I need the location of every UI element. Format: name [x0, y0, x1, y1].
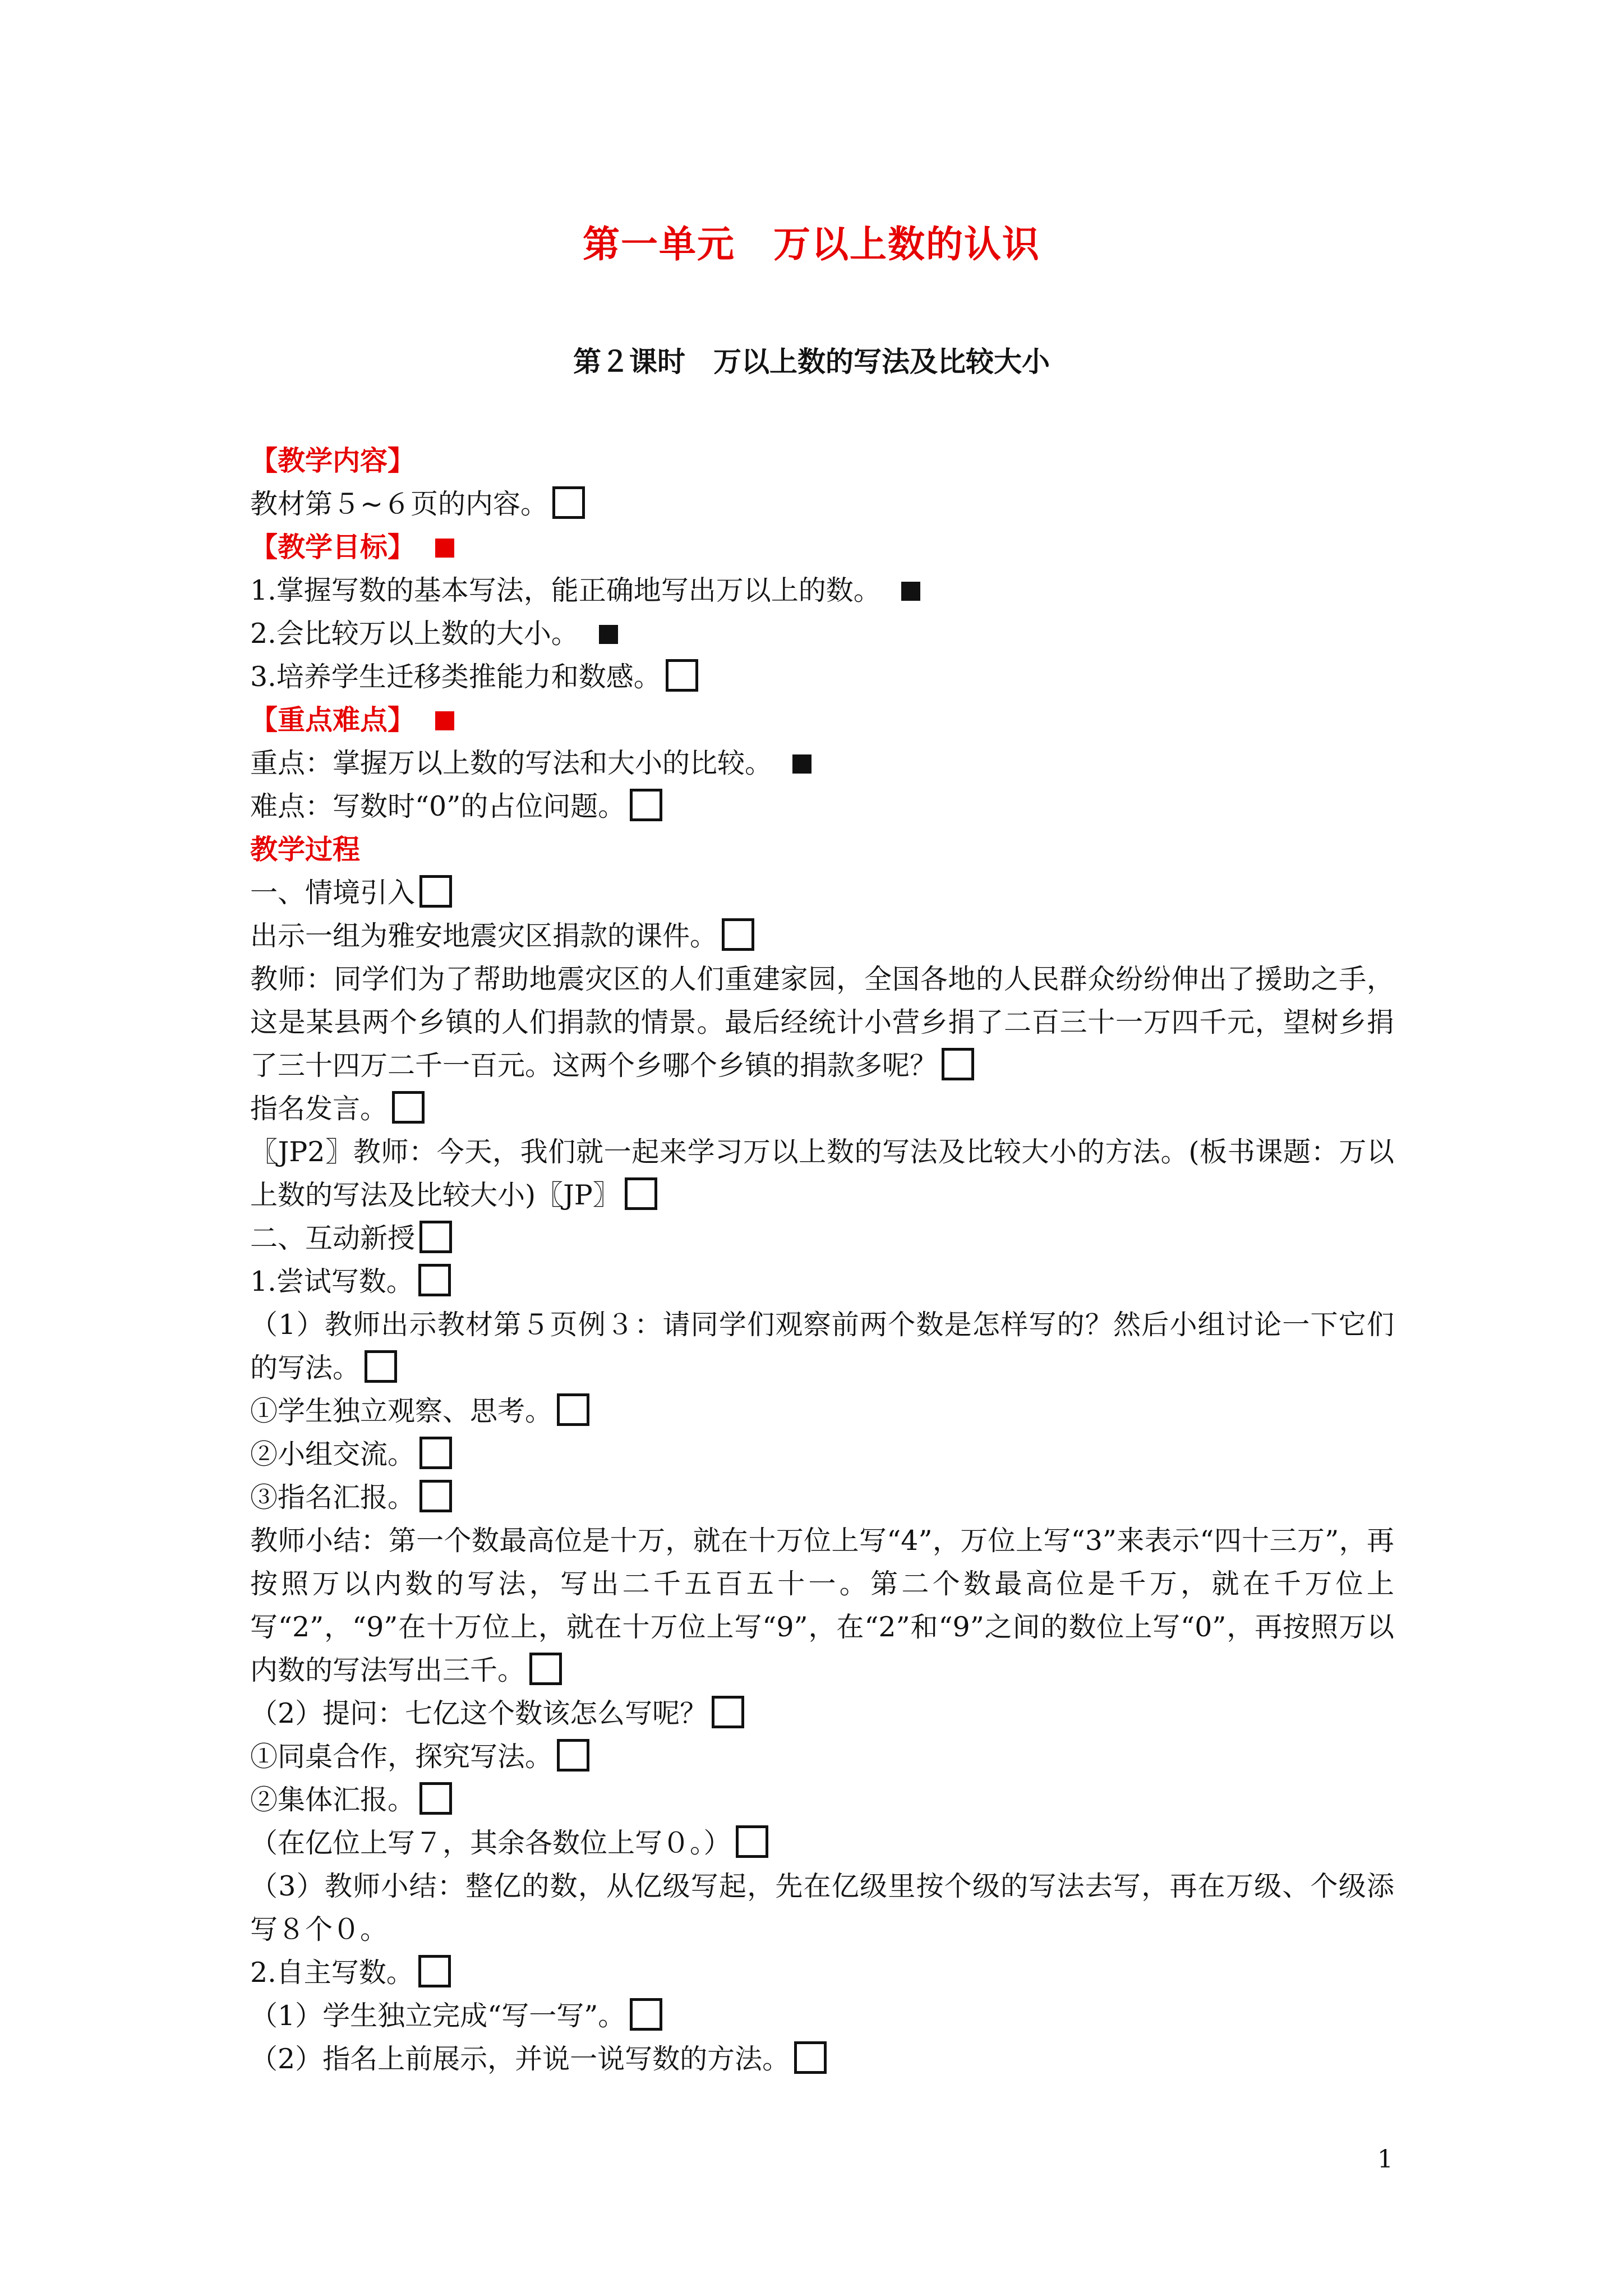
filled-square-icon: [792, 754, 811, 774]
text-line-content: 难点：写数时“0”的占位问题。: [250, 790, 626, 822]
text-line: [250, 1087, 1394, 1130]
text-line: [250, 1389, 1394, 1433]
text-line: [250, 439, 1394, 482]
text-line-content: 教学过程: [250, 833, 361, 866]
text-line: [250, 1994, 1394, 2037]
page-number: 1: [1377, 2145, 1393, 2174]
text-line: [250, 1821, 1394, 1865]
text-line: [250, 612, 1394, 655]
empty-box-icon: [630, 1998, 662, 2031]
text-line-content: 2.自主写数。: [250, 1957, 414, 1989]
text-line-content: 指名发言。: [250, 1093, 388, 1125]
text-line: [250, 1303, 1394, 1389]
text-line: [250, 482, 1394, 526]
page-title: 第一单元 万以上数的认识: [583, 222, 1040, 266]
empty-box-icon: [419, 1480, 452, 1512]
empty-box-icon: [529, 1653, 562, 1685]
text-line-content: ②小组交流。: [250, 1438, 416, 1470]
text-line-content: 1.掌握写数的基本写法，能正确地写出万以上的数。: [250, 574, 881, 606]
text-line: [250, 785, 1394, 828]
text-line: [250, 914, 1394, 958]
text-line-content: 2.会比较万以上数的大小。: [250, 618, 579, 650]
text-line-content: （2）提问：七亿这个数该怎么写呢？: [250, 1697, 708, 1729]
text-line-content: ①学生独立观察、思考。: [250, 1395, 553, 1427]
empty-box-icon: [419, 1221, 452, 1253]
text-line: [250, 2037, 1394, 2081]
text-line-content: 出示一组为雅安地震灾区捐款的课件。: [250, 920, 718, 952]
text-line: [250, 1951, 1394, 1994]
text-line: [250, 1260, 1394, 1303]
empty-box-icon: [552, 486, 585, 519]
empty-box-icon: [942, 1048, 974, 1080]
empty-box-icon: [625, 1177, 657, 1210]
text-line: [250, 1217, 1394, 1260]
empty-box-icon: [418, 1955, 451, 1987]
text-line-content: ②集体汇报。: [250, 1784, 416, 1816]
text-line: [250, 1519, 1394, 1692]
empty-box-icon: [557, 1393, 589, 1426]
text-line: [250, 698, 1394, 742]
filled-square-icon: [435, 711, 454, 730]
text-line-content: 二、互动新授: [250, 1222, 416, 1254]
filled-square-icon: [901, 582, 920, 601]
text-line: [250, 1130, 1394, 1217]
filled-square-icon: [599, 625, 618, 644]
text-line-content: 教师小结：第一个数最高位是十万，就在十万位上写“4”，万位上写“3”来表示“四十三万”，再按照万以内数的写法，写出二千五百五十一。第二个数最高位是千万，就在千万位上写“2”，“9”在十万位上，就在十万位上写“9”，在“2”和“9”之间的数位上写“0”，再按照万以内数的写法写出三千。: [250, 1525, 1394, 1686]
text-line: [250, 569, 1394, 612]
empty-box-icon: [419, 1782, 452, 1815]
empty-box-icon: [419, 875, 452, 908]
text-line: [250, 655, 1394, 698]
empty-box-icon: [736, 1825, 768, 1858]
text-line: [250, 1778, 1394, 1821]
text-line: [250, 742, 1394, 785]
text-line-content: （3）教师小结：整亿的数，从亿级写起，先在亿级里按个级的写法去写，再在万级、个级添写８个０。: [250, 1870, 1394, 1945]
text-line: [250, 871, 1394, 914]
empty-box-icon: [712, 1696, 744, 1728]
text-line-content: ③指名汇报。: [250, 1481, 416, 1513]
empty-box-icon: [794, 2041, 827, 2074]
text-line-content: 3.培养学生迁移类推能力和数感。: [250, 661, 661, 693]
lesson-subtitle: 第２课时 万以上数的写法及比较大小: [573, 345, 1050, 378]
empty-box-icon: [419, 1437, 452, 1469]
empty-box-icon: [365, 1350, 397, 1383]
text-line-content: 〖JP2〗教师：今天，我们就一起来学习万以上数的写法及比较大小的方法。(板书课题：万以上数的写法及比较大小)〖JP〗: [250, 1136, 1394, 1211]
empty-box-icon: [557, 1739, 589, 1772]
empty-box-icon: [418, 1264, 451, 1296]
text-line: [250, 1735, 1394, 1778]
text-line-content: （1）学生独立完成“写一写”。: [250, 2000, 626, 2032]
lesson-body: [250, 439, 1394, 2081]
text-line-content: 教材第５~６页的内容。: [250, 488, 548, 520]
text-line: [250, 1476, 1394, 1519]
text-line: [250, 828, 1394, 871]
text-line-content: ①同桌合作，探究写法。: [250, 1741, 553, 1773]
empty-box-icon: [630, 789, 662, 821]
text-line-content: 【教学内容】: [250, 444, 416, 477]
text-line: [250, 1865, 1394, 1951]
text-line-content: （在亿位上写７，其余各数位上写０。）: [250, 1827, 731, 1859]
text-line-content: 【教学目标】: [250, 531, 416, 563]
text-line-content: 一、情境引入: [250, 877, 416, 909]
text-line-content: （1）教师出示教材第５页例３：请同学们观察前两个数是怎样写的？然后小组讨论一下它们的写法。: [250, 1309, 1394, 1384]
empty-box-icon: [392, 1091, 425, 1124]
text-line-content: （2）指名上前展示，并说一说写数的方法。: [250, 2043, 790, 2075]
text-line: [250, 958, 1394, 1087]
empty-box-icon: [666, 659, 698, 692]
text-line: [250, 1692, 1394, 1735]
text-line-content: 教师：同学们为了帮助地震灾区的人们重建家园，全国各地的人民群众纷纷伸出了援助之手，这是某县两个乡镇的人们捐款的情景。最后经统计小营乡捐了二百三十一万四千元，望树乡捐了三十四万二千一百元。这两个乡哪个乡镇的捐款多呢？: [250, 963, 1394, 1082]
text-line-content: 1.尝试写数。: [250, 1266, 414, 1297]
empty-box-icon: [722, 918, 754, 951]
text-line: [250, 526, 1394, 569]
filled-square-icon: [435, 539, 454, 558]
text-line-content: 【重点难点】: [250, 703, 416, 736]
text-line-content: 重点：掌握万以上数的写法和大小的比较。: [250, 747, 773, 779]
text-line: [250, 1433, 1394, 1476]
